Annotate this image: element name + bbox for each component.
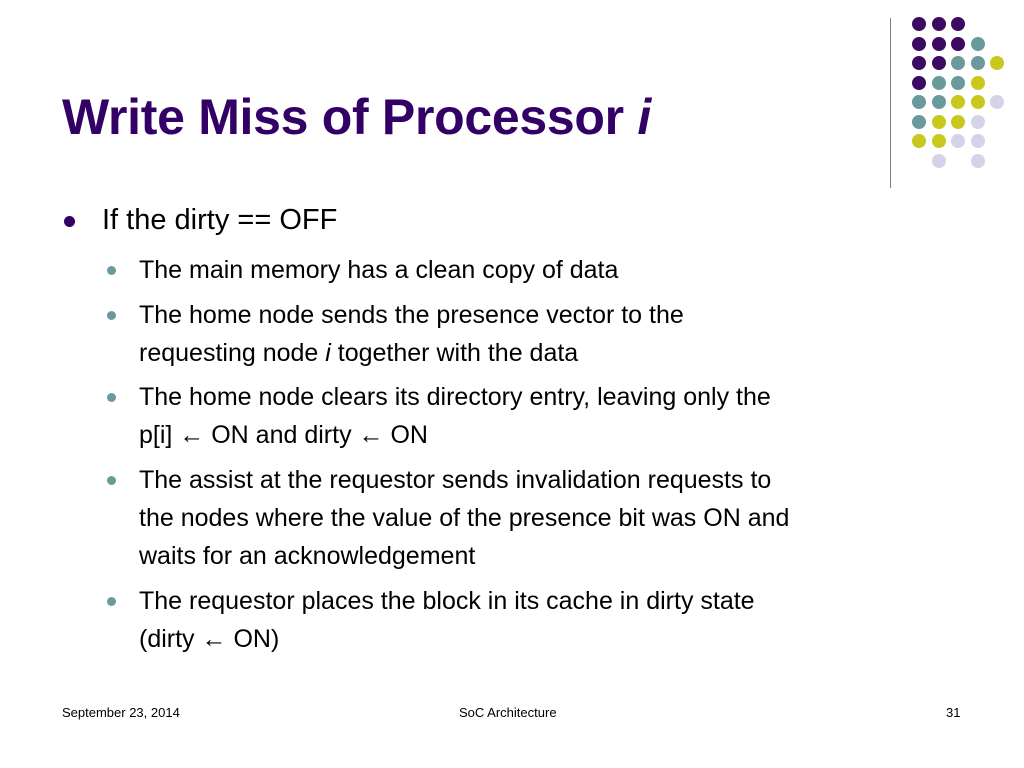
sub-bullet-text-part: together with the data xyxy=(330,339,579,367)
sub-bullet-text: The main memory has a clean copy of data xyxy=(139,256,619,284)
decorative-dot xyxy=(912,115,926,129)
sub-bullet-marker xyxy=(107,311,116,320)
decorative-dot xyxy=(912,56,926,70)
footer-date: September 23, 2014 xyxy=(62,705,180,720)
sub-bullet-text: The assist at the requestor sends invalidation requests to xyxy=(139,466,772,494)
decorative-dot xyxy=(990,56,1004,70)
decorative-dot xyxy=(932,115,946,129)
sub-bullet-text: the nodes where the value of the presence bit was ON and xyxy=(139,504,790,532)
decorative-dot xyxy=(932,76,946,90)
sub-bullet-marker xyxy=(107,393,116,402)
decorative-dot xyxy=(951,134,965,148)
sub-bullet-marker xyxy=(107,476,116,485)
decorative-dot xyxy=(951,95,965,109)
bullet-item xyxy=(102,202,337,238)
sub-bullet-text: waits for an acknowledgement xyxy=(139,542,476,570)
decorative-dot xyxy=(932,154,946,168)
decorative-dot xyxy=(951,115,965,129)
decorative-dot xyxy=(932,134,946,148)
decorative-dot xyxy=(971,56,985,70)
decorative-dot xyxy=(912,134,926,148)
decorative-dot xyxy=(932,56,946,70)
decorative-dot xyxy=(932,95,946,109)
decorative-dot xyxy=(971,76,985,90)
sub-bullet-item xyxy=(139,296,979,372)
sub-bullet-marker xyxy=(107,266,116,275)
decorative-dot xyxy=(951,37,965,51)
sub-bullet-text: The home node clears its directory entry, leaving only the xyxy=(139,383,771,411)
decorative-dot xyxy=(971,95,985,109)
decorative-dot xyxy=(951,56,965,70)
sub-bullet-text xyxy=(139,334,979,372)
slide-title-italic: i xyxy=(637,89,651,145)
decorative-dot xyxy=(971,134,985,148)
sub-bullet-text: (dirty ← ON) xyxy=(139,625,280,653)
sub-bullet-marker xyxy=(107,597,116,606)
decorative-dot xyxy=(951,76,965,90)
decorative-dot xyxy=(971,37,985,51)
slide-title xyxy=(62,88,651,146)
decorative-dot xyxy=(912,95,926,109)
decorative-divider-line xyxy=(890,18,891,188)
decorative-dot xyxy=(932,37,946,51)
sub-bullet-item xyxy=(139,378,979,454)
decorative-dot xyxy=(951,17,965,31)
decorative-dot xyxy=(912,37,926,51)
decorative-dot xyxy=(971,154,985,168)
slide-title-text: Write Miss of Processor xyxy=(62,89,638,145)
footer-title: SoC Architecture xyxy=(459,705,557,720)
sub-bullet-text-part: requesting node xyxy=(139,339,326,367)
decorative-dot xyxy=(990,95,1004,109)
sub-bullet-italic: i xyxy=(325,339,331,367)
sub-bullet-text: The requestor places the block in its cache in dirty state xyxy=(139,587,755,615)
decorative-dot xyxy=(912,76,926,90)
decorative-dot xyxy=(932,17,946,31)
bullet-text: If the dirty == OFF xyxy=(102,204,338,236)
decorative-dot xyxy=(912,17,926,31)
sub-bullet-item xyxy=(139,251,979,289)
sub-bullet-item xyxy=(139,461,979,575)
sub-bullet-text: p[i] ← ON and dirty ← ON xyxy=(139,421,428,449)
sub-bullet-text: The home node sends the presence vector to the xyxy=(139,301,684,329)
decorative-dot xyxy=(971,115,985,129)
bullet-marker xyxy=(64,216,75,227)
footer-page-number: 31 xyxy=(946,705,961,720)
sub-bullet-item xyxy=(139,582,979,658)
